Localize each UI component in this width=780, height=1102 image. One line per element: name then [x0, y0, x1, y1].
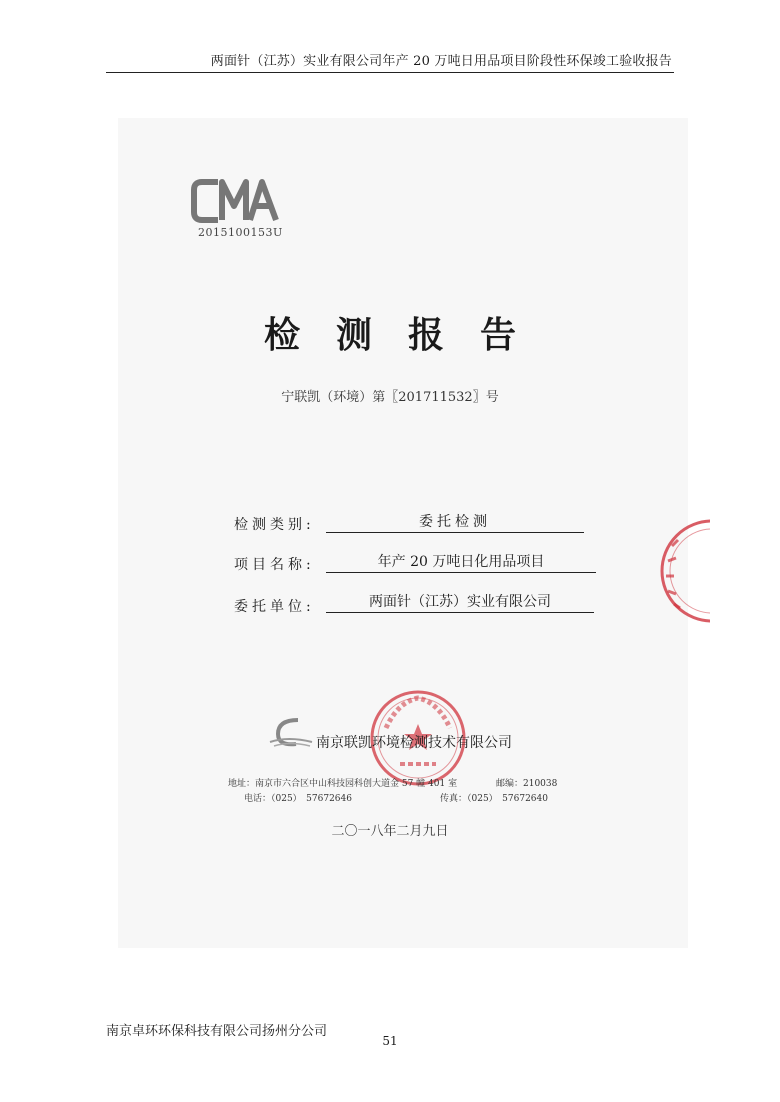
header-divider [106, 72, 674, 73]
report-date: 二〇一八年二月九日 [331, 824, 449, 839]
field-label-client: 委托单位: [234, 599, 315, 615]
company-logo-icon [268, 714, 314, 750]
report-number: 宁联凯（环境）第〖201711532〗号 [281, 390, 499, 405]
company-phone: 电话：（025） 57672646 [244, 794, 352, 804]
footer-company-name: 南京卓环环保科技有限公司扬州分公司 [106, 1024, 328, 1039]
company-address: 地址：南京市六合区中山科技园科创大道金 57 幢 401 室 [228, 779, 458, 789]
report-title: 检测报告 [263, 314, 552, 356]
company-fax: 传真：（025） 57672640 [440, 794, 548, 804]
field-label-test-category: 检测类别: [234, 517, 315, 533]
cma-certificate-number: 2015100153U [198, 226, 283, 239]
field-value-client: 两面针（江苏）实业有限公司 [326, 592, 594, 613]
page-header-title: 两面针（江苏）实业有限公司年产 20 万吨日用品项目阶段性环保竣工验收报告 [210, 54, 672, 69]
field-value-project-name: 年产 20 万吨日化用品项目 [326, 552, 596, 573]
testing-company-name: 南京联凯环境检测技术有限公司 [316, 735, 512, 751]
field-label-project-name: 项目名称: [234, 557, 315, 573]
page-number: 51 [382, 1034, 398, 1048]
cma-certification-icon [190, 176, 280, 226]
company-postcode: 邮编：210038 [496, 779, 558, 789]
partial-seal-stamp [650, 516, 710, 626]
field-value-test-category: 委托检测 [326, 512, 584, 533]
